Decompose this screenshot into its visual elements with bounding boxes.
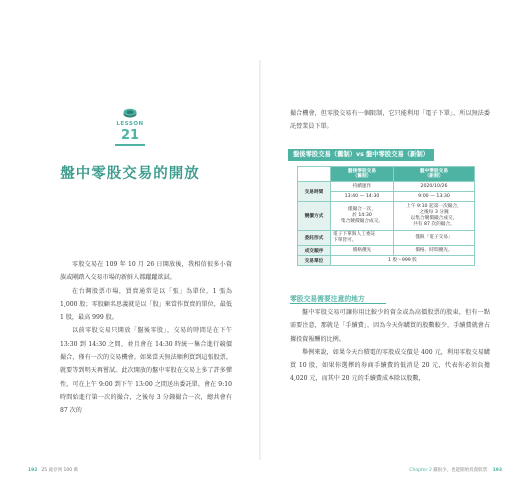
table-cell: 僅撮合一次， 於 14:30 集合競價撮合成交。: [331, 202, 394, 231]
table-heading: 盤後零股交易（舊制）vs 盤中零股交易（新制）: [288, 149, 434, 161]
lesson-label: LESSON: [116, 121, 144, 127]
right-body-text: [290, 306, 490, 386]
subheading-underline: [290, 303, 386, 304]
paragraph: 以前零股交易只開放「盤後零股」，交易的時間是在下午 13:30 到 14:30 之間，並且會在 14:30 時統一集合進行競價撮合，僅有一次的交易機會。如果當天無法順利買到這張股票，就要等到明天再嘗試。此次開放的盤中零股在交易上多了許多彈性，可在上午 9:00 到下午 13:00 之間送出委託單，會在 9:10 時間始進行第一次的撮合，之後每 3 分鐘撮合一次，總共會有 87 次的: [60, 327, 232, 415]
chapter-label: Chapter 3: [409, 468, 432, 473]
paragraph: 盤中零股交易可讓你用比較少的資金或為高價股票的股東，但有一點需要注意，那就是「手續費」，因為今天你購買的股數較少，手續費就會占據投資報酬的比例。: [290, 309, 490, 343]
table-cell: 上午 9:10 起第一次撮合， 之後每 3 分鐘 以集合競價撮合成交， 共有 87 次的撮合。: [393, 202, 474, 231]
page-number: 192: [28, 468, 38, 473]
lesson-underline: [115, 144, 145, 146]
lesson-badge: [113, 108, 147, 146]
row-label: 成交順序: [298, 246, 331, 256]
paragraph: 舉例來說，如果今天台積電的零股成交價是 400 元，利用零股交易購買 10 股，如果你選擇的券商手續費的低消是 20 元，代表你必須負擔 4,020 元，而其中 20 元的手續費成本除以股數，: [290, 348, 490, 383]
page-footer: [28, 467, 78, 473]
column-header-new: 盤中零股交易 （新制）: [393, 167, 474, 182]
row-label: 委託形式: [298, 231, 331, 246]
section-subheading: 零股交易需要注意的地方: [290, 295, 365, 303]
left-body-text: [60, 258, 232, 418]
row-label: 交易時間: [298, 182, 331, 202]
table-cell: 2020/10/26: [393, 182, 474, 192]
table-cell: 持續運作: [331, 182, 394, 192]
row-label: 競價方式: [298, 202, 331, 231]
paragraph: 撮合機會，但零股交易有一個限制，它只能利用「電子下單」，所以無法委託營業員下單。: [290, 110, 490, 131]
coin-stack-icon: [123, 108, 137, 118]
chapter-title: 盤中零股交易的開放: [60, 166, 200, 182]
table-corner: [298, 167, 331, 182]
chapter-title-footer: 錢很少，也能開始投資股票: [433, 468, 488, 473]
page-footer-right: [409, 467, 502, 473]
table-cell: 13:40 — 14:30: [331, 192, 394, 202]
table-cell: 僅限「電子交易」: [393, 231, 474, 246]
table-cell: 價格優先: [331, 246, 394, 256]
column-header-old: 盤後零股交易 （舊制）: [331, 167, 394, 182]
table-cell: 9:00 — 13:30: [393, 192, 474, 202]
book-gutter: [259, 60, 261, 460]
book-title: 25 歲存到 100 萬: [41, 468, 79, 473]
paragraph: 零股交易在 109 年 10 月 26 日開放後，我相信很多小資族或剛踏入交易市場的新鮮人都躍躍欲試。: [60, 261, 232, 282]
right-top-text: [290, 107, 490, 134]
comparison-table: [297, 166, 475, 266]
paragraph: 在台灣股票市場，買賣通常是以「張」為單位，1 張為 1,000 股；零股顧名思義就是以「股」來當作買賣的單位，最低 1 股，最高 999 股。: [60, 287, 232, 322]
table-cell: 1 股～999 股: [331, 256, 475, 266]
table-cell: 價格、時間優先。: [393, 246, 474, 256]
page-number: 193: [492, 468, 502, 473]
row-label: 交易單位: [298, 256, 331, 266]
table-cell: 電子下單與人工委託 下單皆可。: [331, 231, 394, 246]
lesson-number: 21: [120, 128, 140, 143]
